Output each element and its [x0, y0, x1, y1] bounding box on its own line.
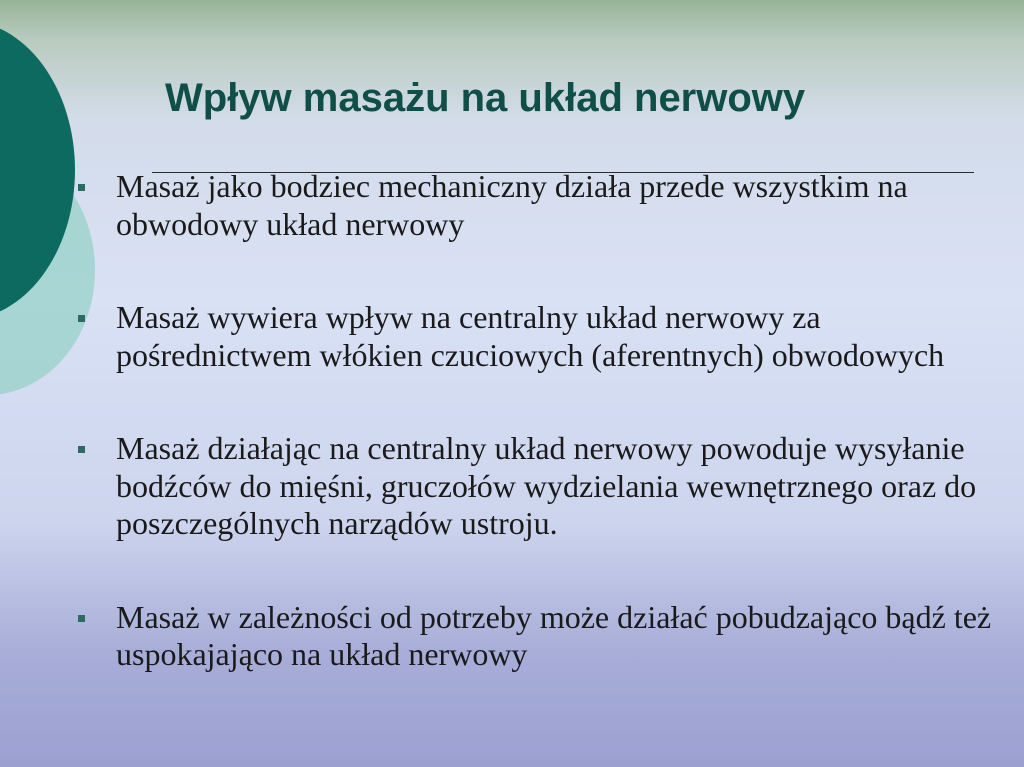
square-bullet-icon [78, 315, 85, 322]
bullet-item [78, 430, 1013, 543]
square-bullet-icon [78, 615, 85, 622]
square-bullet-icon [78, 446, 85, 453]
bullet-item [78, 168, 1013, 243]
slide-title: Wpływ masażu na układ nerwowy [165, 76, 806, 120]
bullet-item [78, 599, 1013, 674]
bullet-text: Masaż wywiera wpływ na centralny układ nerwowy za pośrednictwem włókien czuciowych (aferentnych) obwodowych [116, 299, 945, 373]
bullet-list [78, 168, 1013, 730]
square-bullet-icon [78, 184, 85, 191]
bullet-text: Masaż jako bodziec mechaniczny działa przede wszystkim na obwodowy układ nerwowy [116, 168, 908, 242]
bullet-item [78, 299, 1013, 374]
bullet-text: Masaż działając na centralny układ nerwowy powoduje wysyłanie bodźców do mięśni, gruczołów wydzielania wewnętrznego oraz do poszczególnych narządów ustroju. [116, 430, 977, 541]
bullet-text: Masaż w zależności od potrzeby może działać pobudzająco bądź też uspokajająco na układ nerwowy [116, 598, 992, 672]
